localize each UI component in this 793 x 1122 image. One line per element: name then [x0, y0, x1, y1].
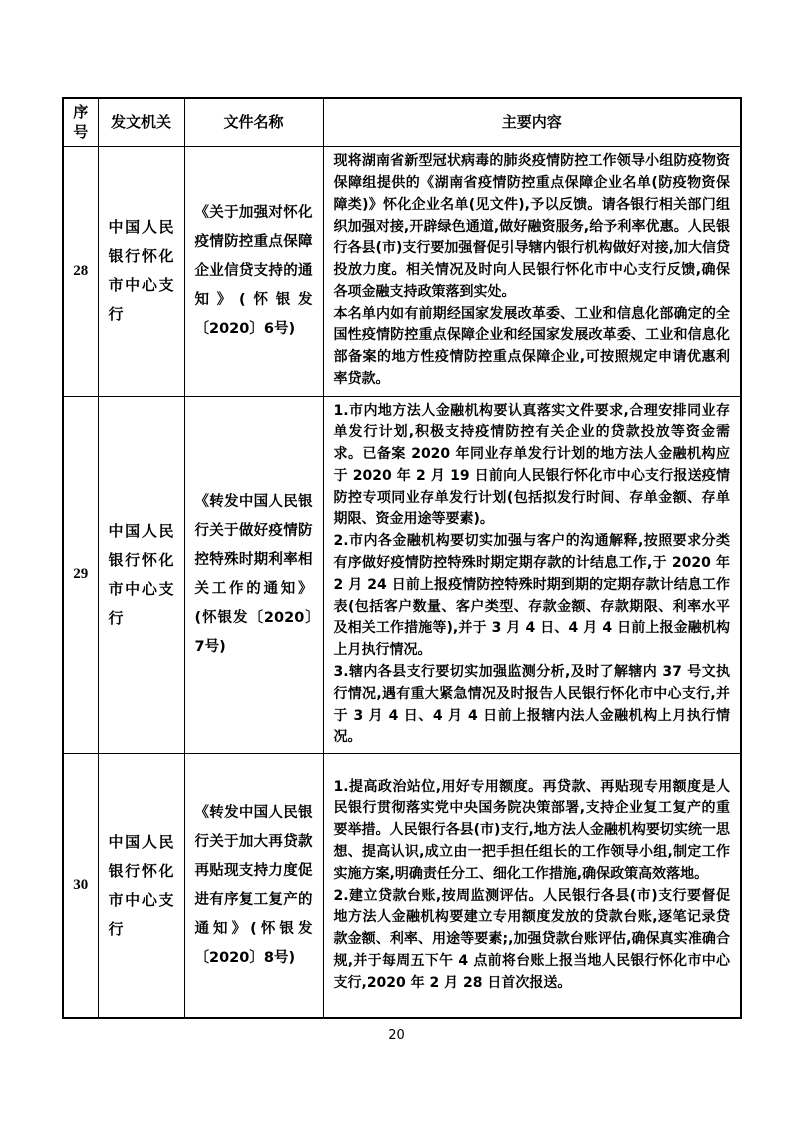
cell-document-name: 《关于加强对怀化疫情防控重点保障企业信贷支持的通知》(怀银发〔2020〕6号) — [184, 146, 323, 396]
content-paragraph: 3.辖内各县支行要切实加强监测分析,及时了解辖内 37 号文执行情况,遇有重大紧急情况及时报告人民银行怀化市中心支行,并于 3 月 4 日、4 月 4 日前上报辖内法人金融机构上月执行情况。 — [333, 664, 730, 746]
document-table — [62, 97, 742, 1019]
table-header-row — [63, 98, 741, 146]
content-paragraph: 1.提高政治站位,用好专用额度。再贷款、再贴现专用额度是人民银行贯彻落实党中央国务院决策部署,支持企业复工复产的重要举措。人民银行各县(市)支行,地方法人金融机构要切实统一思想、提高认识,成立由一把手担任组长的工作领导小组,制定工作实施方案,明确责任分工、细化工作措施,确保政策高效落地。 — [333, 778, 730, 882]
cell-main-content — [323, 146, 741, 396]
cell-serial-number: 28 — [63, 146, 98, 396]
table-row — [63, 754, 741, 1018]
content-paragraph: 现将湖南省新型冠状病毒的肺炎疫情防控工作领导小组防疫物资保障组提供的《湖南省疫情防控重点保障企业名单(防疫物资保障类)》怀化企业名单(见文件),予以反馈。请各银行相关部门组织加强对接,开辟绿色通道,做好融资服务,给予利率优惠。人民银行各县(市)支行要加强督促引导辖内银行机构做好对接,加大信贷投放力度。相关情况及时向人民银行怀化市中心支行反馈,确保各项金融支持政策落到实处。 — [333, 153, 730, 300]
table-row — [63, 146, 741, 396]
table-row — [63, 396, 741, 754]
content-paragraph: 2.市内各金融机构要切实加强与客户的沟通解释,按照要求分类有序做好疫情防控特殊时期定期存款的计结息工作,于 2020 年 2 月 24 日前上报疫情防控特殊时期到期的定期存款计结息工作表(包括客户数量、客户类型、存款金额、存款期限、利率水平及相关工作措施等),并于 3 月 4 日、4 月 4 日前上报金融机构上月执行情况。 — [333, 533, 730, 659]
header-document-name: 文件名称 — [184, 98, 323, 146]
header-serial-number: 序号 — [63, 98, 98, 146]
header-main-content: 主要内容 — [323, 98, 741, 146]
page-number: 20 — [388, 1028, 405, 1043]
cell-issuing-authority: 中国人民银行怀化市中心支行 — [98, 396, 184, 754]
cell-document-name: 《转发中国人民银行关于加大再贷款再贴现支持力度促进有序复工复产的通知》(怀银发〔2020〕8号) — [184, 754, 323, 1018]
cell-serial-number: 30 — [63, 754, 98, 1018]
cell-issuing-authority: 中国人民银行怀化市中心支行 — [98, 754, 184, 1018]
cell-document-name: 《转发中国人民银行关于做好疫情防控特殊时期利率相关工作的通知》(怀银发〔2020〕7号) — [184, 396, 323, 754]
cell-issuing-authority: 中国人民银行怀化市中心支行 — [98, 146, 184, 396]
content-paragraph: 1.市内地方法人金融机构要认真落实文件要求,合理安排同业存单发行计划,积极支持疫情防控有关企业的贷款投放等资金需求。已备案 2020 年同业存单发行计划的地方法人金融机构应于 2020 年 2 月 19 日前向人民银行怀化市中心支行报送疫情防控专项同业存单发行计划(包括拟发行时间、存单金额、存单期限、资金用途等要素)。 — [333, 402, 730, 528]
content-paragraph: 2.建立贷款台账,按周监测评估。人民银行各县(市)支行要督促地方法人金融机构要建立专用额度发放的贷款台账,逐笔记录贷款金额、利率、用途等要素;,加强贷款台账评估,确保真实准确合规,并于每周五下午 4 点前将台账上报当地人民银行怀化市中心支行,2020 年 2 月 28 日首次报送。 — [333, 887, 730, 991]
cell-main-content — [323, 396, 741, 754]
cell-serial-number: 29 — [63, 396, 98, 754]
content-paragraph: 本名单内如有前期经国家发展改革委、工业和信息化部确定的全国性疫情防控重点保障企业和经国家发展改革委、工业和信息化部备案的地方性疫情防控重点保障企业,可按照规定申请优惠利率贷款。 — [333, 305, 730, 388]
cell-main-content — [323, 754, 741, 1018]
header-issuing-authority: 发文机关 — [98, 98, 184, 146]
